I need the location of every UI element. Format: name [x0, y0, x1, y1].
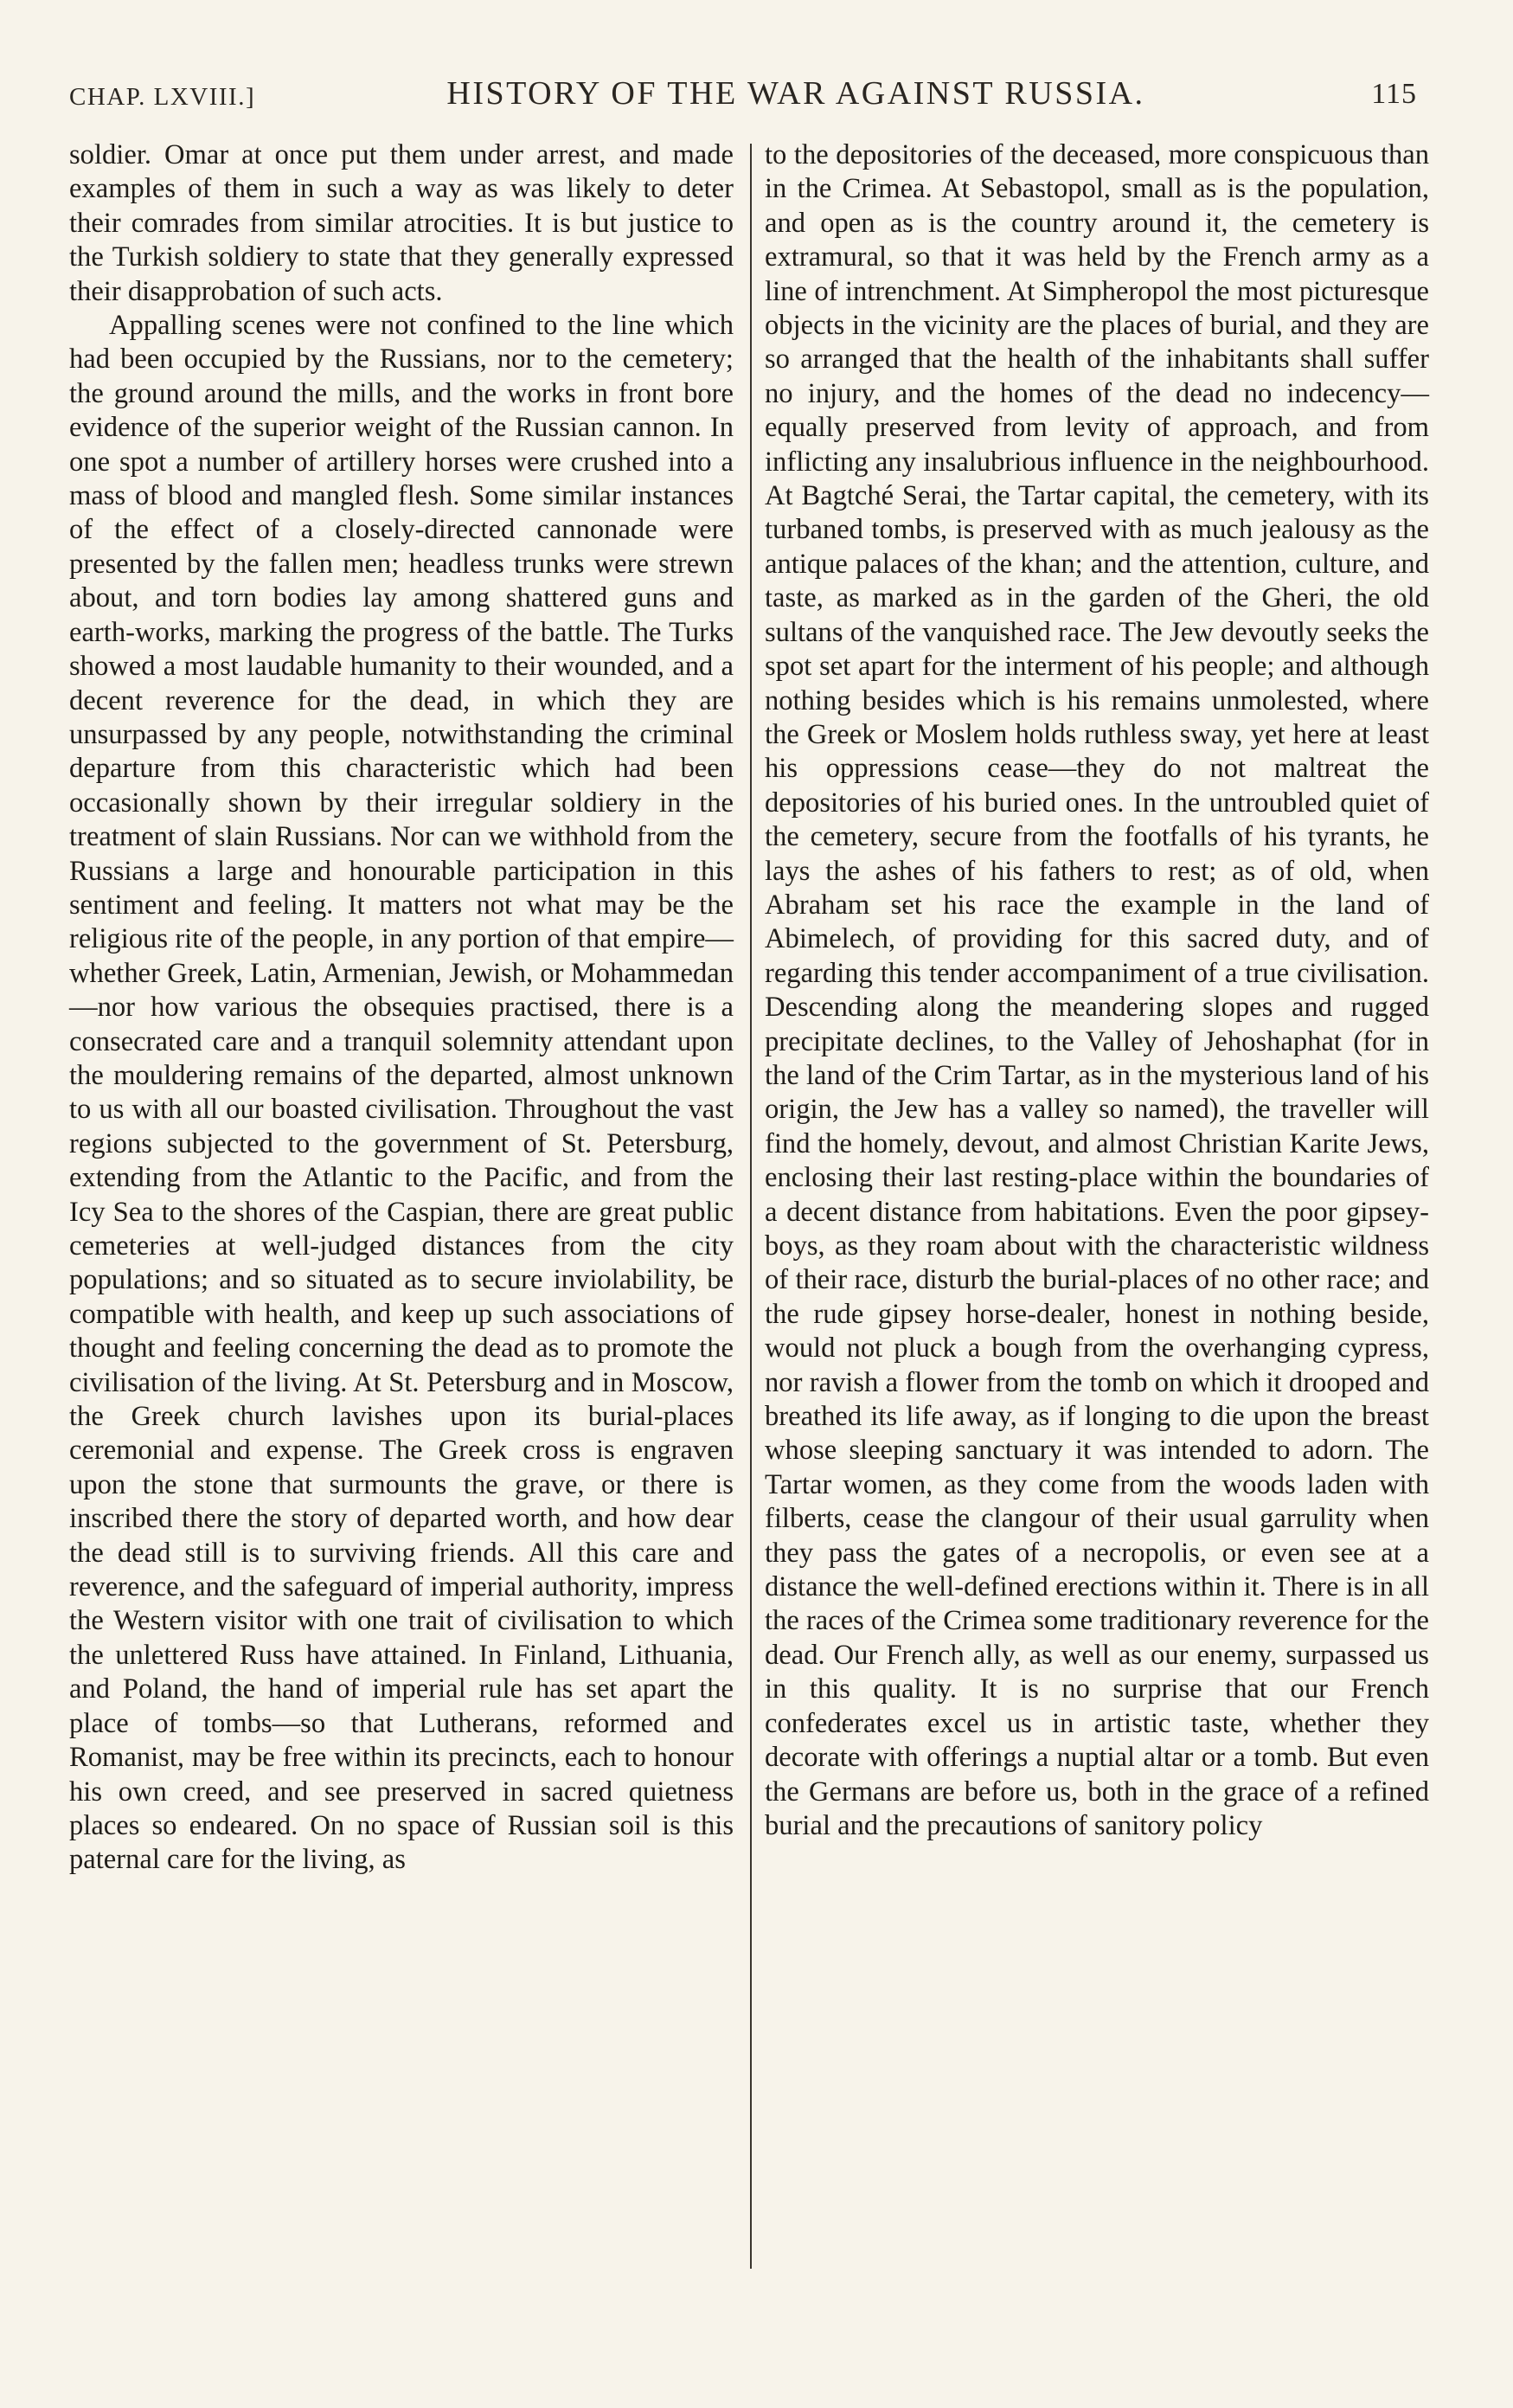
page-number: 115: [1371, 78, 1417, 110]
right-paragraph-1: to the depositories of the deceased, more conspicuous than in the Crimea. At Sebastopol, small as is the population, and open as is the country around it, the cemetery is extramural, so that it was held by the French army as a line of intrenchment. At Simpheropol the most picturesque objects in the vicinity are the places of burial, and they are so arranged that the health of the inhabitants shall suffer no injury, and the homes of the dead no indecency—equally preserved from levity of approach, and from inflicting any insalubrious influence in the neighbourhood. At Bagtché Serai, the Tartar capital, the cemetery, with its turbaned tombs, is preserved with as much jealousy as the antique palaces of the khan; and the attention, culture, and taste, as marked as in the garden of the Gheri, the old sultans of the vanquished race. The Jew devoutly seeks the spot set apart for the interment of his people; and although nothing besides which is his remains unmolested, where the Greek or Moslem holds ruthless sway, yet here at least his oppressions cease—they do not maltreat the depositories of his buried ones. In the untroubled quiet of the cemetery, secure from the footfalls of his tyrants, he lays the ashes of his fathers to rest; as of old, when Abraham set his race the example in the land of Abimelech, of providing for this sacred duty, and of regarding this tender accompaniment of a true civilisation. Descending along the meandering slopes and rugged precipitate declines, to the Valley of Jehoshaphat (for in the land of the Crim Tartar, as in the mysterious land of his origin, the Jew has a valley so named), the traveller will find the homely, devout, and almost Christian Karite Jews, enclosing their last resting-place within the boundaries of a decent distance from habitations. Even the poor gipsey-boys, as they roam about with the characteristic wildness of their race, disturb the burial-places of no other race; and the rude gipsey horse-dealer, honest in nothing beside, would not pluck a bough from the overhanging cypress, nor ravish a flower from the tomb on which it drooped and breathed its life away, as if longing to die upon the breast whose sleeping sanctuary it was intended to adorn. The Tartar women, as they come from the woods laden with filberts, cease the clangour of their usual garrulity when they pass the gates of a necropolis, or even see at a distance the well-defined erections within it. There is in all the races of the Crimea some traditionary reverence for the dead. Our French ally, as well as our enemy, surpassed us in this quality. It is no surprise that our French confederates excel us in artistic taste, whether they decorate with offerings a nuptial altar or a tomb. But even the Germans are before us, both in the grace of a refined burial and the precautions of sanitory policy: [765, 139, 1429, 1841]
page-header-title: HISTORY OF THE WAR AGAINST RUSSIA.: [446, 75, 1145, 112]
chapter-label: CHAP. LXVIII.]: [69, 83, 256, 111]
column-divider: [750, 144, 752, 2269]
running-head: [69, 67, 1417, 128]
left-paragraph-2: Appalling scenes were not confined to the line which had been occupied by the Russians, nor to the cemetery; the ground around the mills, and the works in front bore evidence of the superior weight of the Russian cannon. In one spot a number of artillery horses were crushed into a mass of blood and mangled flesh. Some similar instances of the effect of a closely-directed cannonade were presented by the fallen men; headless trunks were strewn about, and torn bodies lay among shattered guns and earth-works, marking the progress of the battle. The Turks showed a most laudable humanity to their wounded, and a decent reverence for the dead, in which they are unsurpassed by any people, notwithstanding the criminal departure from this characteristic which had been occasionally shown by their irregular soldiery in the treatment of slain Russians. Nor can we withhold from the Russians a large and honourable participation in this sentiment and feeling. It matters not what may be the religious rite of the people, in any portion of that empire—whether Greek, Latin, Armenian, Jewish, or Mohammedan—nor how various the obsequies practised, there is a consecrated care and a tranquil solemnity attendant upon the mouldering remains of the departed, almost unknown to us with all our boasted civilisation. Throughout the vast regions subjected to the government of St. Petersburg, extending from the Atlantic to the Pacific, and from the Icy Sea to the shores of the Caspian, there are great public cemeteries at well-judged distances from the city populations; and so situated as to secure inviolability, be compatible with health, and keep up such associations of thought and feeling concerning the dead as to promote the civilisation of the living. At St. Petersburg and in Moscow, the Greek church lavishes upon its burial-places ceremonial and expense. The Greek cross is engraven upon the stone that surmounts the grave, or there is inscribed there the story of departed worth, and how dear the dead still is to surviving friends. All this care and reverence, and the safeguard of imperial authority, impress the Western visitor with one trait of civilisation to which the unlettered Russ have attained. In Finland, Lithuania, and Poland, the hand of imperial rule has set apart the place of tombs—so that Lutherans, reformed and Romanist, may be free within its precincts, each to honour his own creed, and see preserved in sacred quietness places so endeared. On no space of Russian soil is this paternal care for the living, as: [69, 310, 734, 1876]
left-column: [69, 138, 734, 1878]
right-column: [765, 138, 1429, 1843]
left-paragraph-1: soldier. Omar at once put them under arrest, and made examples of them in such a way as was likely to deter their comrades from similar atrocities. It is but justice to the Turkish soldiery to state that they generally expressed their disapprobation of such acts.: [69, 139, 734, 307]
